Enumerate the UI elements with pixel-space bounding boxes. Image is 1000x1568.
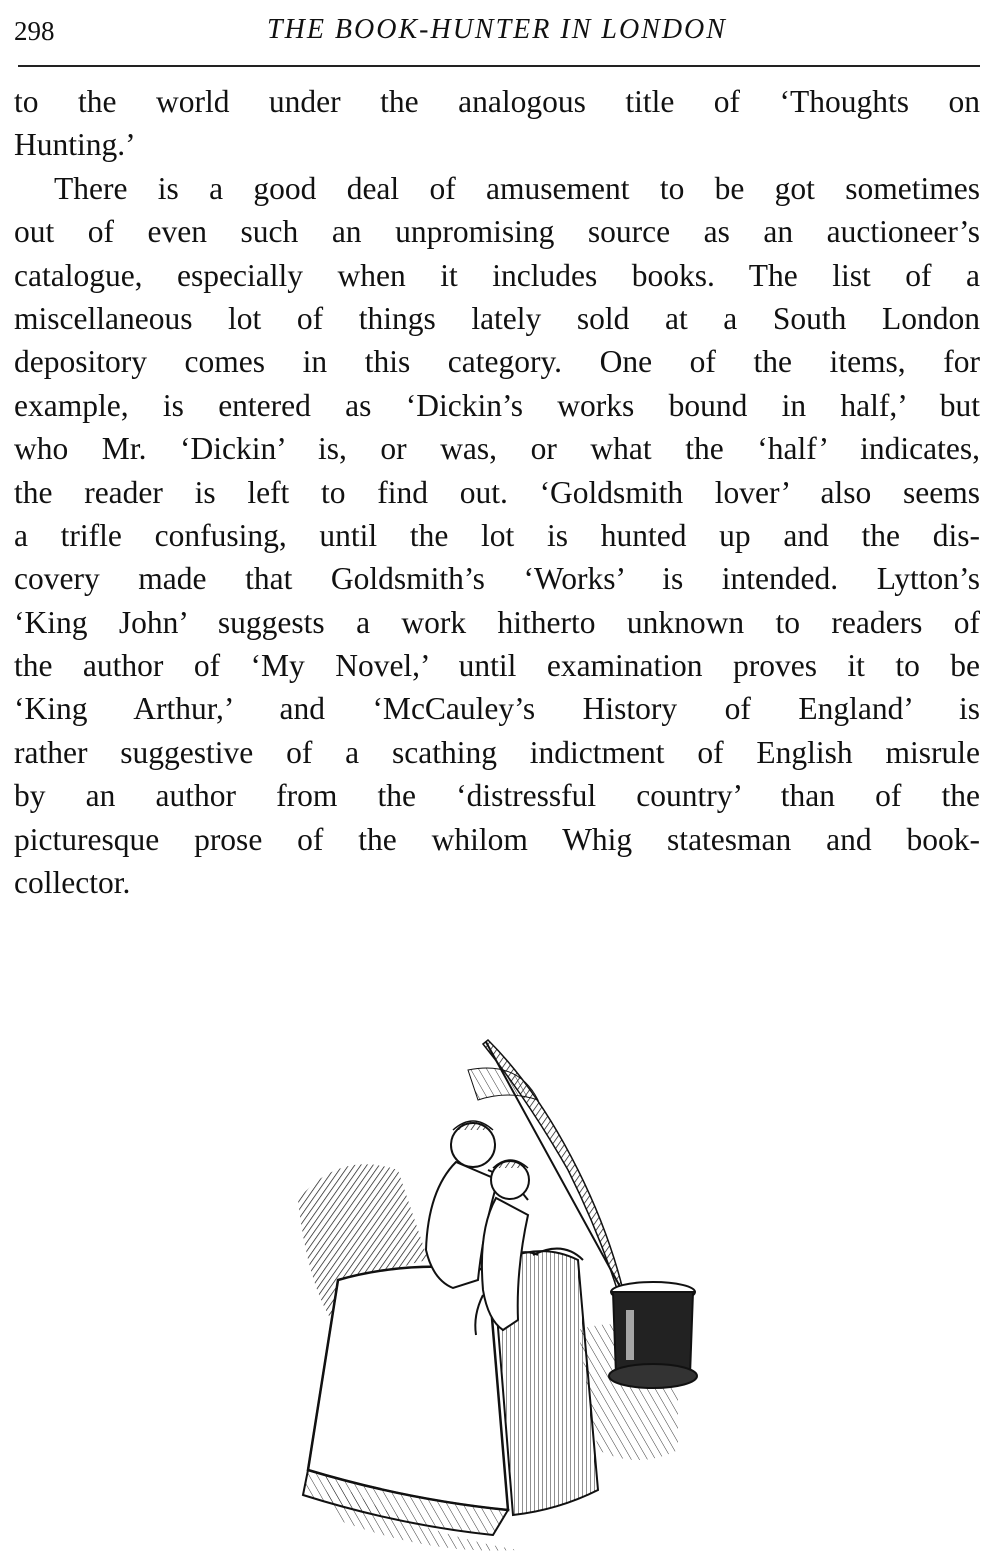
text-line-2: Hunting.’ xyxy=(14,127,136,163)
text-line-9: who Mr. ‘Dickin’ is, or was, or what the ‘half’ indicates, xyxy=(14,431,980,467)
cherubs-books-vignette xyxy=(278,1030,748,1560)
text-line-15: ‘King Arthur,’ and ‘McCauley’s History of England’ is xyxy=(14,691,980,727)
text-line-14: the author of ‘My Novel,’ until examination proves it to be xyxy=(14,648,980,684)
text-line-16: rather suggestive of a scathing indictment of English misrule xyxy=(14,734,980,770)
text-line-13: ‘King John’ suggests a work hitherto unknown to readers of xyxy=(14,604,980,640)
text-line-1: to the world under the analogous title of ‘Thoughts on xyxy=(14,84,980,119)
running-head xyxy=(14,14,980,54)
text-line-5: catalogue, especially when it includes books. The list of a xyxy=(14,257,980,293)
text-line-4: out of even such an unpromising source as an auctioneer’s xyxy=(14,214,980,250)
text-line-17: by an author from the ‘distressful country’ than of the xyxy=(14,778,980,814)
text-line-19: collector. xyxy=(14,865,131,901)
text-line-11: a trifle confusing, until the lot is hunted up and the dis- xyxy=(14,517,980,553)
text-line-6: miscellaneous lot of things lately sold at a South London xyxy=(14,300,980,336)
page-number: 298 xyxy=(14,16,55,46)
text-line-7: depository comes in this category. One of the items, for xyxy=(14,344,980,380)
running-title: THE BOOK-HUNTER IN LONDON xyxy=(267,14,727,45)
text-line-18: picturesque prose of the whilom Whig statesman and book- xyxy=(14,821,980,857)
text-line-12: covery made that Goldsmith’s ‘Works’ is intended. Lytton’s xyxy=(14,561,980,597)
text-line-10: the reader is left to find out. ‘Goldsmith lover’ also seems xyxy=(14,474,980,510)
header-rule xyxy=(18,65,980,67)
inkwell xyxy=(609,1282,697,1388)
body-text xyxy=(14,80,980,904)
text-line-8: example, is entered as ‘Dickin’s works bound in half,’ but xyxy=(14,387,980,423)
text-line-3: There is a good deal of amusement to be got sometimes xyxy=(54,170,980,206)
